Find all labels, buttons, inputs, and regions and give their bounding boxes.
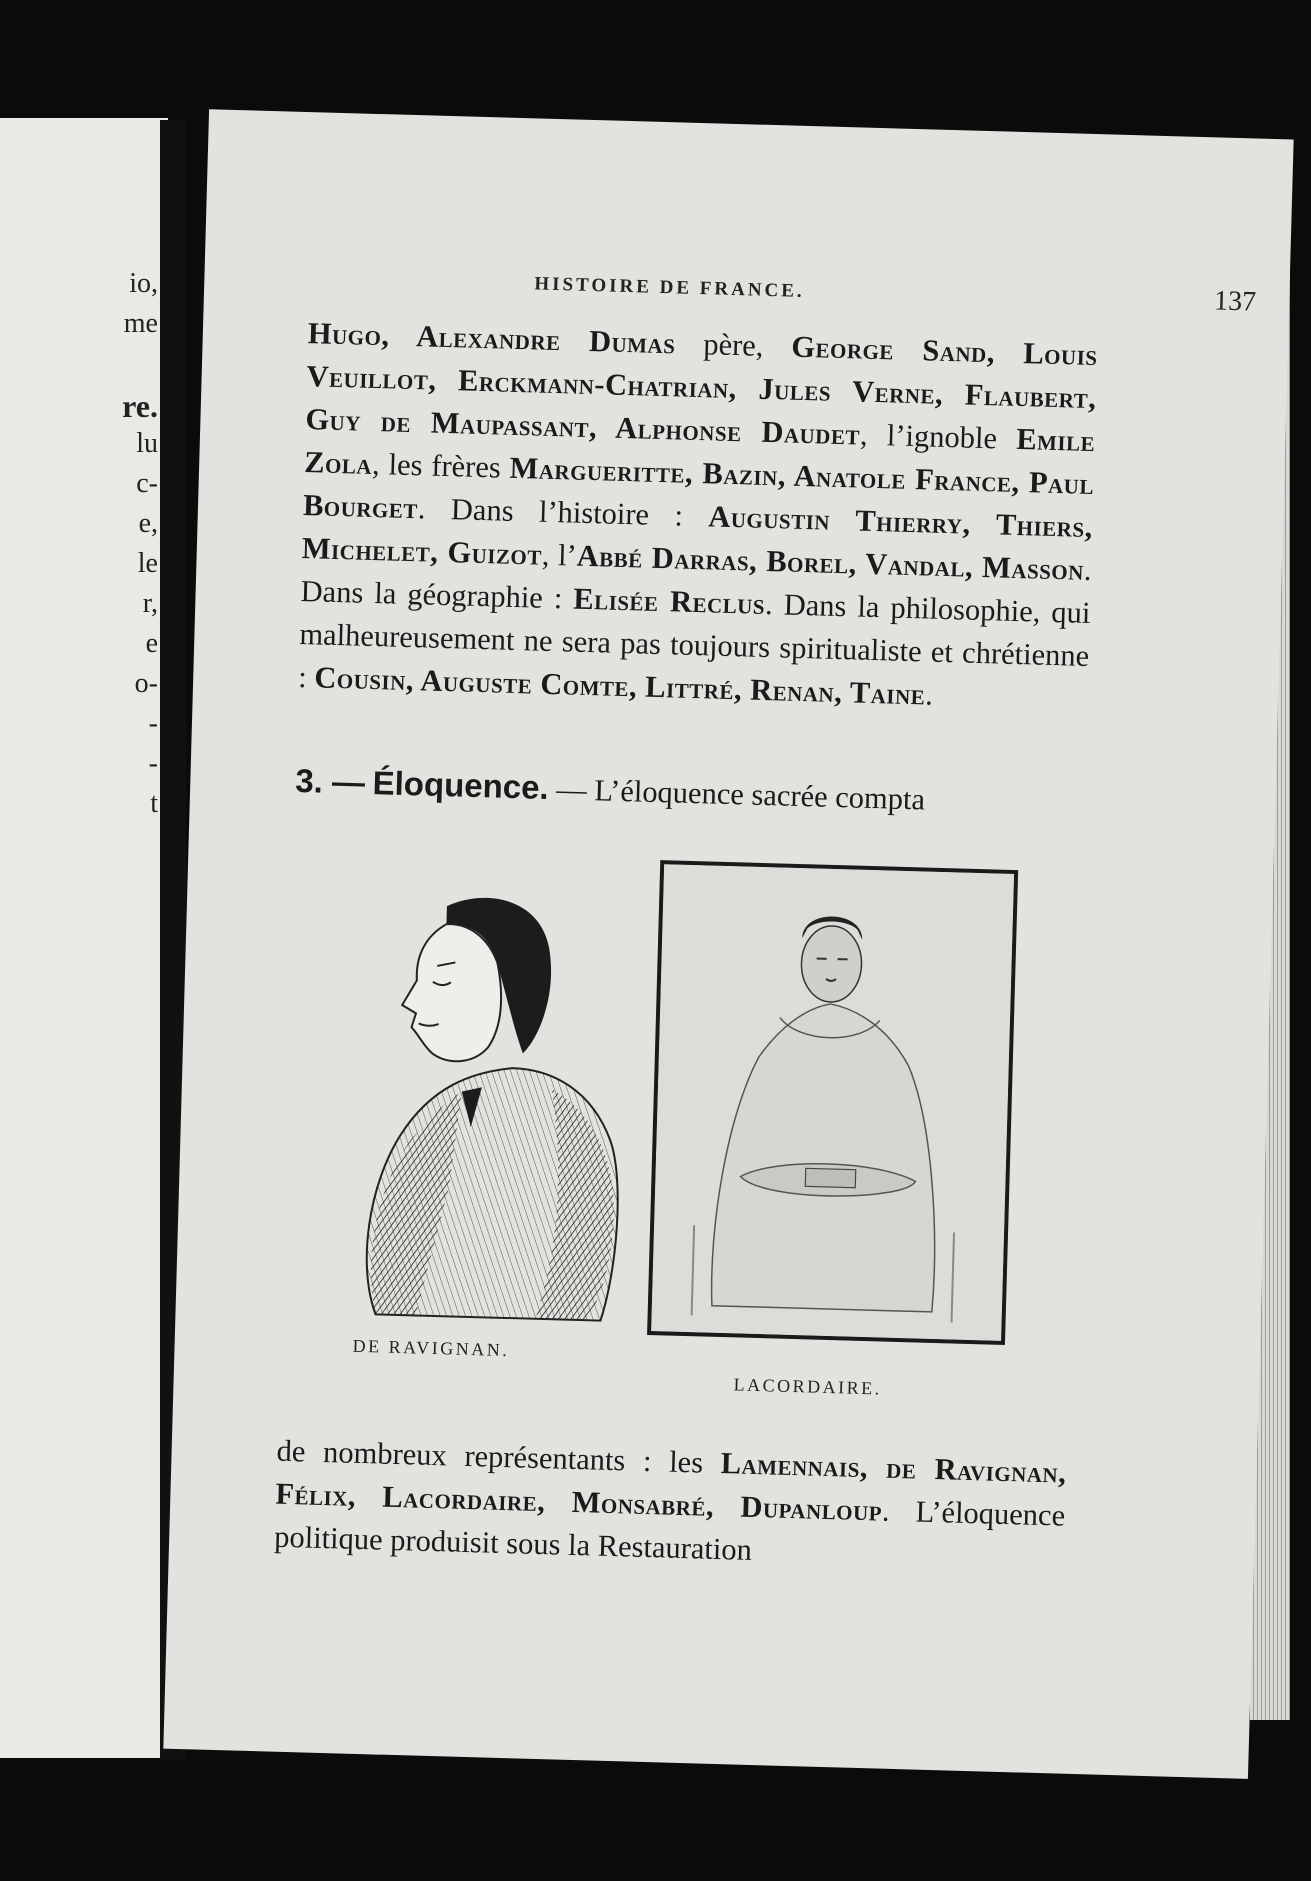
left-page-fragment: e, xyxy=(138,508,158,539)
text-run: . Dans l’histoire : xyxy=(417,491,709,534)
left-page-fragment: e xyxy=(145,628,158,659)
paragraph-orators xyxy=(274,1430,1067,1581)
proper-name: Margueritte, Bazin, Anatole France, Paul Bourget xyxy=(302,450,1095,526)
previous-page xyxy=(0,118,168,1758)
left-page-fragment: r, xyxy=(142,588,158,619)
text-run: . Dans la géographie : xyxy=(300,552,1093,616)
section-heading xyxy=(295,762,1086,822)
text-run: . L’éloquence politique produisit sous la Restauration xyxy=(273,1493,1066,1567)
paragraph-authors xyxy=(298,312,1098,721)
left-page-fragment: me xyxy=(123,308,158,339)
left-page-fragment: o- xyxy=(134,668,158,699)
left-page-fragment: - xyxy=(148,748,158,779)
left-page-fragment: c- xyxy=(136,468,158,499)
section-title: Éloquence. xyxy=(372,764,550,806)
section-number: 3. — xyxy=(294,761,366,801)
portrait-de-ravignan xyxy=(315,883,647,1332)
proper-name: Augustin Thierry, Thiers, Michelet, Guizot xyxy=(301,499,1094,572)
proper-name: Emile Zola xyxy=(303,421,1096,481)
portrait-lacordaire xyxy=(647,860,1018,1345)
left-page-fragment: lu xyxy=(136,428,158,459)
left-page-fragment: - xyxy=(148,708,158,739)
text-run: père, xyxy=(674,326,792,364)
text-run: . Dans la philosophie, qui malheureusement ne sera pas toujours spiritualiste et chrétienne : xyxy=(297,586,1091,695)
running-head: HISTOIRE DE FRANCE. xyxy=(534,273,805,302)
proper-name: Elisée Reclus xyxy=(572,581,766,621)
proper-name: Cousin, Auguste Comte, Littré, Renan, Taine xyxy=(313,660,926,712)
text-run: , les frères xyxy=(371,446,511,485)
proper-name: Lamennais, de Ravignan, Félix, Lacordaire, Monsabré, Dupanloup xyxy=(275,1446,1067,1528)
caption-lacordaire: LACORDAIRE. xyxy=(733,1374,882,1399)
page-number: 137 xyxy=(1213,285,1257,318)
left-page-fragment: io, xyxy=(129,268,158,299)
proper-name: George Sand, Louis Veuillot, Erckmann-Chatrian, Jules Verne, Flaubert, Guy de Maupassant, Alphonse Daudet xyxy=(305,329,1099,452)
proper-name: Hugo, Alexandre Dumas xyxy=(307,316,676,361)
text-run: de nombreux représentants : les xyxy=(276,1433,722,1481)
text-run: . xyxy=(924,677,934,712)
text-run: , l’ignoble xyxy=(859,417,1017,456)
proper-name: Abbé Darras, Borel, Vandal, Masson xyxy=(576,538,1085,587)
book-page xyxy=(163,109,1293,1779)
left-page-fragment: le xyxy=(137,548,158,579)
caption-de-ravignan: DE RAVIGNAN. xyxy=(352,1335,510,1361)
section-lead: — L’éloquence sacrée compta xyxy=(548,771,926,817)
left-page-fragment: re. xyxy=(122,388,158,424)
text-run: , l’ xyxy=(541,537,578,573)
left-page-fragment: t xyxy=(150,788,158,819)
